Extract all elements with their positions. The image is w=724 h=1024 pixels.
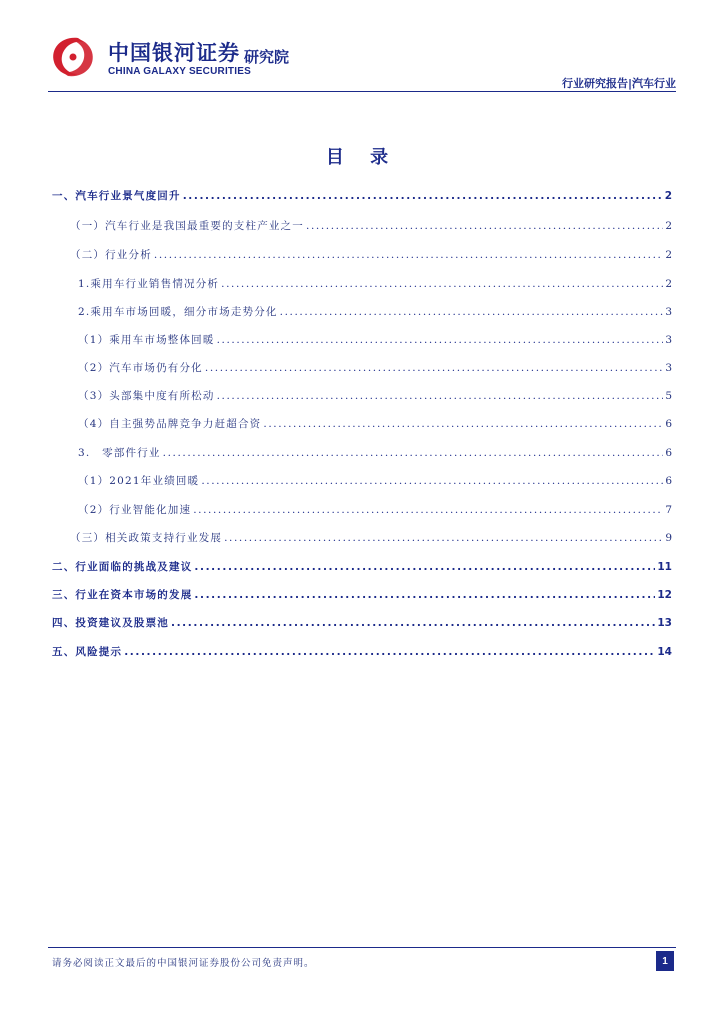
toc-entry[interactable] (52, 587, 672, 605)
toc-entry-label: 1.乘用车行业销售情况分析 (78, 278, 220, 290)
toc-entry[interactable] (52, 247, 672, 265)
toc-entry-page: 3 (665, 362, 672, 374)
toc-title: 目 录 (325, 147, 399, 168)
toc-entry-label: 三、行业在资本市场的发展 (52, 589, 193, 601)
toc-entry-page: 7 (665, 504, 672, 516)
toc-entry-label: （4）自主强势品牌竞争力赶超合资 (78, 418, 262, 430)
toc-entry-page: 9 (665, 532, 672, 544)
toc-leader-dots (217, 334, 664, 346)
toc-leader-dots (163, 447, 664, 459)
toc-entry-page: 6 (665, 475, 672, 487)
report-type: 行业研究报告|汽车行业 (561, 77, 676, 90)
toc-entry-label: （二）行业分析 (70, 249, 152, 261)
toc-entry-label: 四、投资建议及股票池 (52, 617, 169, 629)
toc-entry-label: 3. 零部件行业 (78, 447, 161, 459)
toc-entry-page: 2 (665, 220, 672, 232)
toc-entry-page: 6 (665, 447, 672, 459)
footer-divider (48, 947, 676, 948)
toc-entry-label: （1）2021年业绩回暖 (78, 475, 200, 487)
toc-leader-dots (183, 190, 663, 202)
toc-entry-label: （3）头部集中度有所松动 (78, 390, 215, 402)
brand-name-cn: 中国银河证券 (108, 41, 240, 65)
toc-entry[interactable] (52, 304, 672, 322)
toc-entry-page: 3 (665, 334, 672, 346)
toc-entry-label: 五、风险提示 (52, 646, 123, 658)
toc-entry-label: （2）汽车市场仍有分化 (78, 362, 203, 374)
galaxy-logo-icon (48, 34, 98, 80)
toc-entry[interactable] (52, 502, 672, 520)
toc-entry[interactable] (52, 360, 672, 378)
toc-leader-dots (193, 504, 663, 516)
toc-leader-dots (201, 475, 663, 487)
toc-entry[interactable] (52, 644, 672, 662)
toc-leader-dots (205, 362, 663, 374)
header-divider (48, 91, 676, 92)
toc-entry-label: 2.乘用车市场回暖，细分市场走势分化 (78, 306, 278, 318)
toc-entry-page: 6 (665, 418, 672, 430)
footer-disclaimer: 请务必阅读正文最后的中国银河证券股份公司免责声明。 (52, 958, 315, 969)
toc-leader-dots (224, 532, 663, 544)
toc-leader-dots (194, 561, 655, 573)
toc-entry-label: （一）汽车行业是我国最重要的支柱产业之一 (70, 220, 304, 232)
toc-entry-page: 12 (657, 589, 672, 601)
toc-leader-dots (154, 249, 663, 261)
brand-name-en: CHINA GALAXY SECURITIES (108, 66, 251, 77)
toc-entry-page: 11 (657, 561, 672, 573)
toc-leader-dots (124, 646, 655, 658)
toc-leader-dots (263, 418, 663, 430)
toc-entry[interactable] (52, 445, 672, 463)
toc-entry-label: 二、行业面临的挑战及建议 (52, 561, 193, 573)
toc-entry-page: 2 (664, 190, 672, 202)
toc-entry-page: 2 (665, 278, 672, 290)
toc-entry-page: 14 (657, 646, 672, 658)
toc-entry-page: 5 (665, 390, 672, 402)
toc-leader-dots (306, 220, 663, 232)
toc-entry-label: 一、汽车行业景气度回升 (52, 190, 181, 202)
toc-entry[interactable] (52, 332, 672, 350)
page-header (48, 32, 676, 92)
toc-leader-dots (171, 617, 655, 629)
toc-entry[interactable] (52, 615, 672, 633)
toc-leader-dots (194, 589, 655, 601)
toc-entry[interactable] (52, 416, 672, 434)
toc-entry[interactable] (52, 473, 672, 491)
toc-entry-label: （三）相关政策支持行业发展 (70, 532, 223, 544)
institute-name: 研究院 (244, 48, 290, 66)
toc-entry[interactable] (52, 188, 672, 206)
toc-entry-page: 3 (665, 306, 672, 318)
toc-entry-page: 2 (665, 249, 672, 261)
toc-entry-page: 13 (657, 617, 672, 629)
toc-entry-label: （1）乘用车市场整体回暖 (78, 334, 215, 346)
toc-leader-dots (217, 390, 664, 402)
toc-entry[interactable] (52, 388, 672, 406)
toc-entry-label: （2）行业智能化加速 (78, 504, 192, 516)
toc-leader-dots (280, 306, 664, 318)
toc-leader-dots (221, 278, 663, 290)
toc-entry[interactable] (52, 559, 672, 577)
toc-entry[interactable] (52, 530, 672, 548)
toc-entry[interactable] (52, 276, 672, 294)
page-number: 1 (656, 951, 674, 971)
toc-entry[interactable] (52, 218, 672, 236)
